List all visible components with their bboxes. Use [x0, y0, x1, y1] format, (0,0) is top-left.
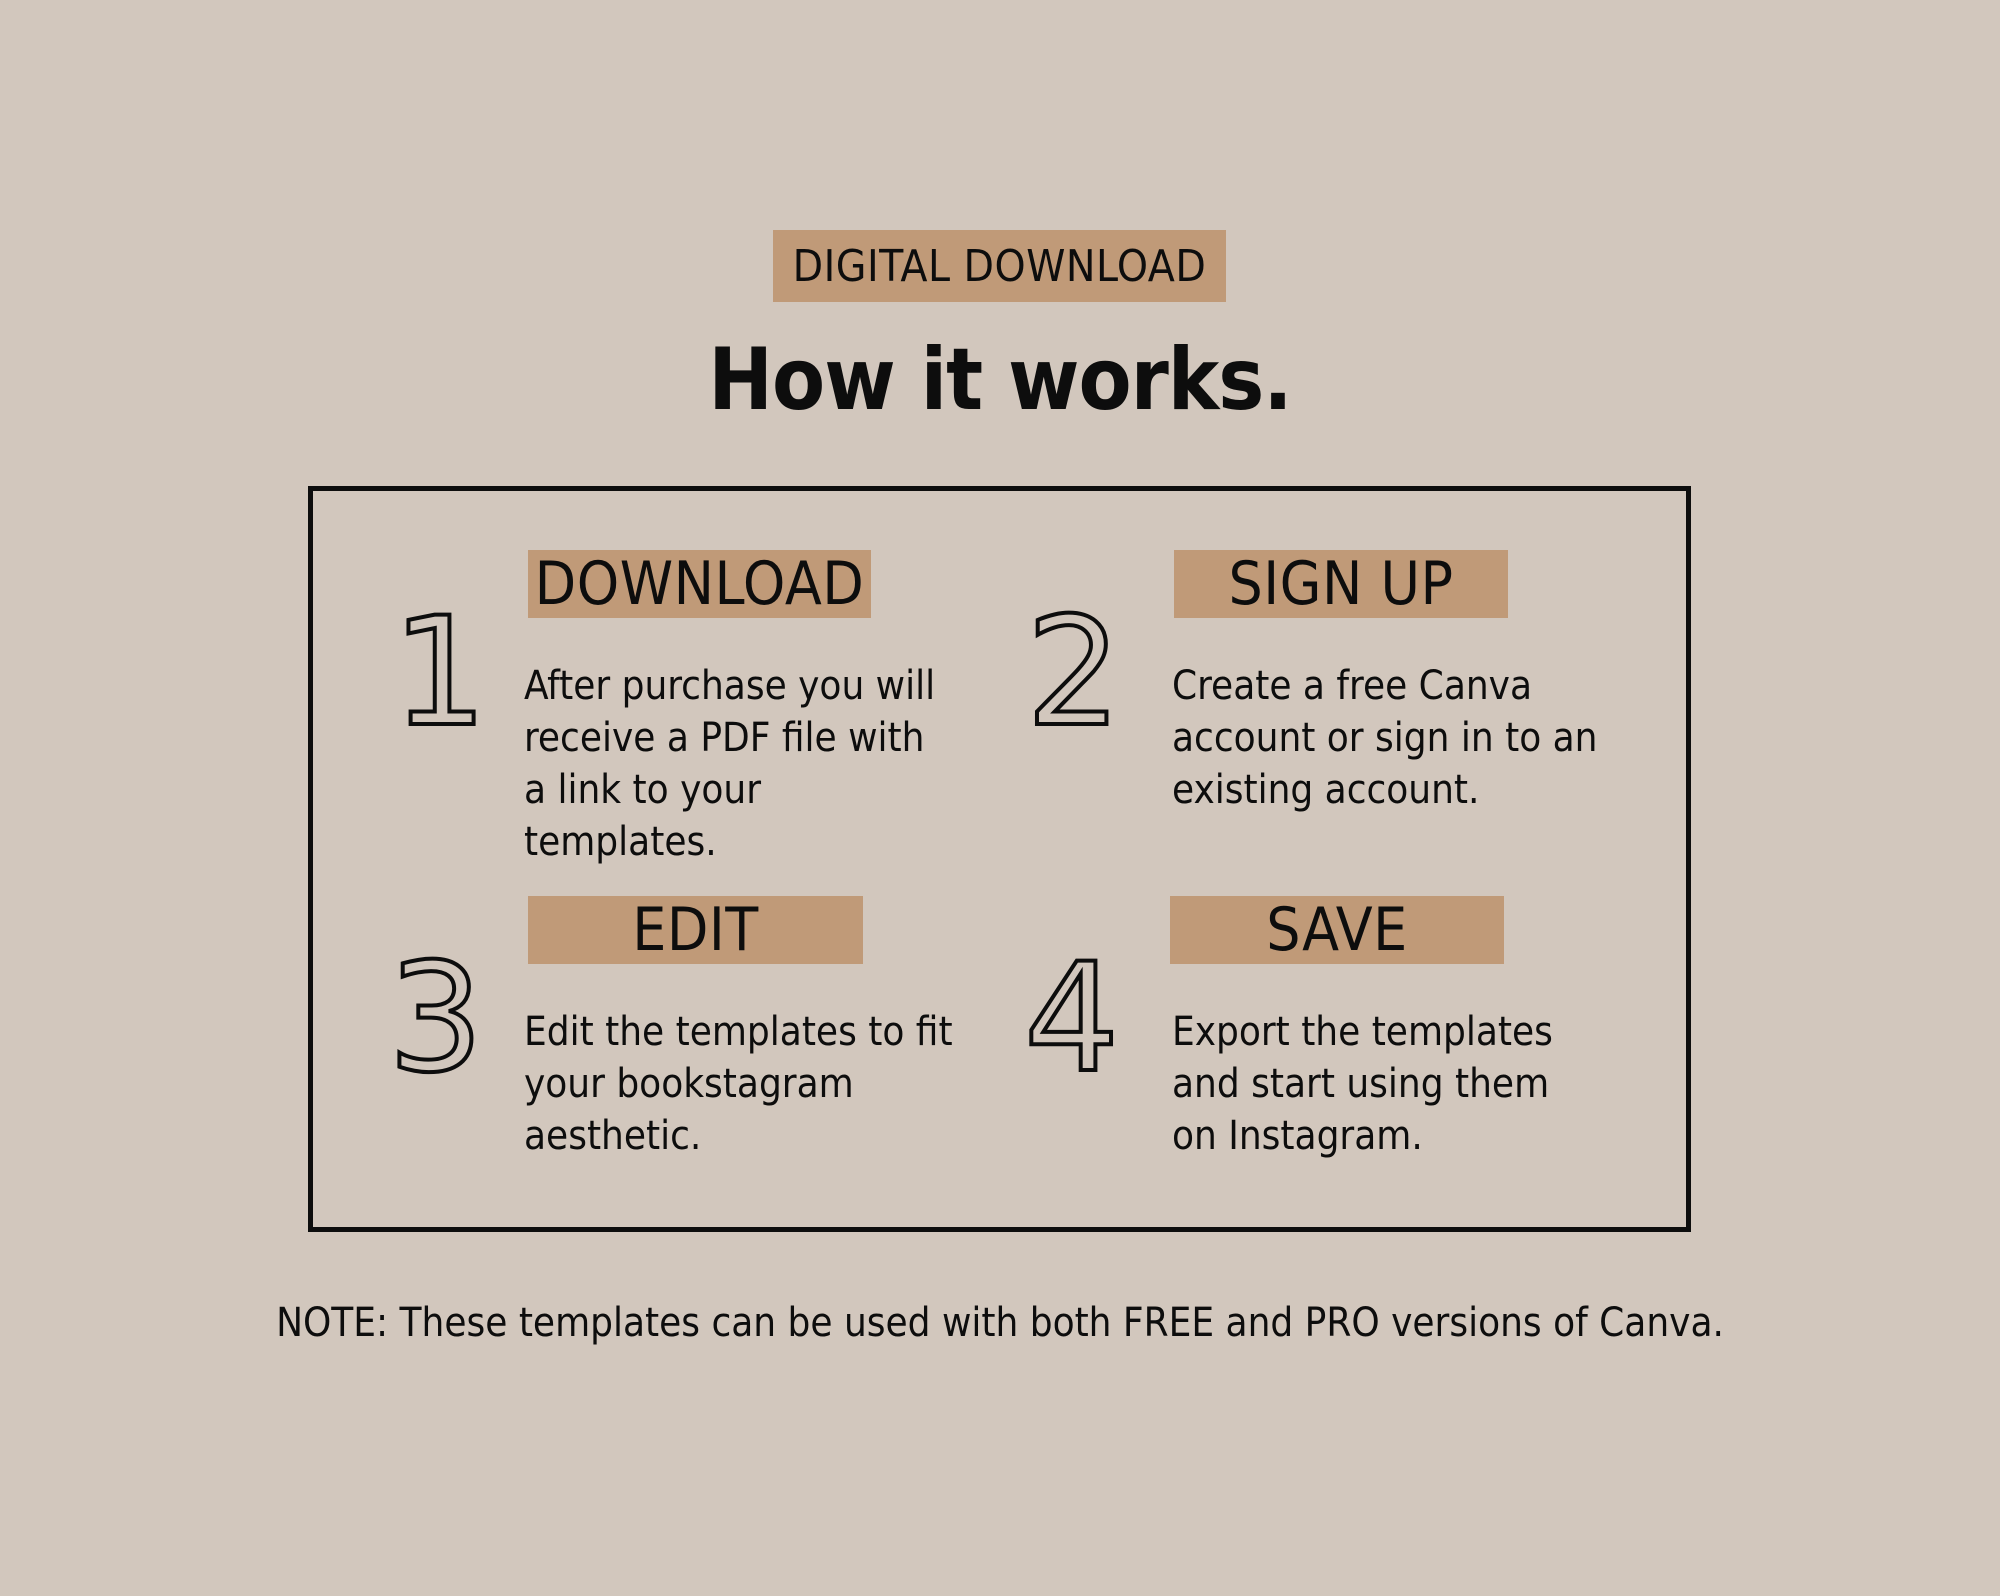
step-3-number: 3 [388, 932, 484, 1106]
step-4-description: Export the templates and start using them on Instagram. [1172, 1009, 1553, 1159]
step-2-description: Create a free Canva account or sign in to an existing account. [1172, 663, 1598, 813]
step-1-description: After purchase you will receive a PDF file with a link to your templates. [524, 663, 936, 865]
step-3-label: EDIT [528, 896, 863, 964]
step-3-description: Edit the templates to fit your bookstagram aesthetic. [524, 1009, 953, 1159]
step-1-label: DOWNLOAD [528, 550, 871, 618]
note-text: NOTE: These templates can be used with both FREE and PRO versions of Canva. [276, 1300, 1724, 1346]
step-2-label: SIGN UP [1174, 550, 1508, 618]
step-4-label: SAVE [1170, 896, 1504, 964]
step-2-number: 2 [1026, 586, 1122, 760]
step-1-number: 1 [392, 586, 488, 760]
step-4-number: 4 [1024, 932, 1120, 1106]
page-title: How it works. [708, 330, 1292, 430]
digital-download-tag: DIGITAL DOWNLOAD [773, 230, 1226, 302]
